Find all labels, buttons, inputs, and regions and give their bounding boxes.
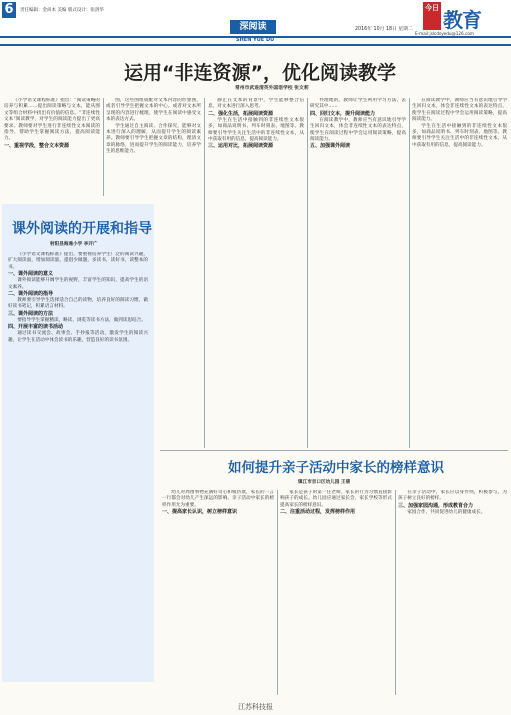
main-article-byline: 常州市武进清英外国语学校 张文莉 [235, 86, 309, 91]
page-number: 6 [2, 2, 16, 18]
column-divider [204, 98, 205, 448]
subheading: 四、回归文本，提升阅读能力 [310, 110, 376, 117]
paragraph: 件理地的。教师让学生利用学习方法，去研究其中…… [310, 98, 406, 110]
main-article-col-3 [208, 98, 304, 448]
paragraph: 学生在生活中接触到的非连续性文本很多，如商品说明书、列车时刻表、地图等。教师要引导学生关注生活中的非连续性文本，从中获取有用的信息，提高阅读能力。 [208, 117, 304, 143]
main-article-col-4 [310, 98, 406, 448]
subheading: 三、运用对比，拓展阅读资源 [208, 143, 274, 150]
second-article-col-3 [398, 490, 507, 695]
paragraph: 幼儿对周围事物充满好奇心和模仿欲，家长的一言一行都会对幼儿产生深远的影响。亲子活动中家长的榜样作用尤为重要。 [162, 490, 274, 508]
column-divider [409, 98, 410, 448]
paragraph: 在阅读教学中，教师应当有意识地引导学生回归文本，体会非连续性文本的表达特点，使学生在阅读过程中学会运用阅读策略，提高阅读能力。 [310, 117, 406, 143]
column-tag: 深阅读 [230, 20, 276, 34]
second-article-title: 如何提升亲子活动中家长的榜样意识 [228, 460, 444, 476]
header-divider [0, 44, 511, 46]
subheading: 三、课外阅读的方法 [8, 310, 54, 317]
main-article-col-1 [4, 98, 100, 196]
column-divider [307, 98, 308, 448]
main-article-col-5 [412, 98, 507, 448]
paragraph: 在阅读教学中，教师应当有意识地引导学生回归文本，体会非连续性文本的表达特点，使学生在阅读过程中学会运用阅读策略，提高阅读能力。 [412, 98, 507, 123]
second-article-byline: 镇江市京口区幼儿园 王倩 [298, 480, 351, 485]
main-article-title: 运用“非连资源”，优化阅读教学 [124, 62, 396, 84]
paragraph: 学生通过自主阅读、合作探究，能够对文本进行深入的理解，从而提升学生的阅读素养。教师要引导学生把握文章的结构，理清文章的脉络，进而提升学生的阅读能力，培养学生的思维能力。 [106, 123, 201, 155]
left-article-byline: 射阳县海通小学 李开广 [50, 242, 98, 247]
subheading: 二、强化生活，拓展阅读资源 [208, 110, 274, 117]
section-divider [160, 450, 508, 451]
subheading: 五、加强课外阅读 [310, 143, 351, 150]
subheading: 一、课外阅读的意义 [8, 271, 54, 278]
subheading: 二、课外阅读的指导 [8, 291, 54, 298]
main-article-col-2 [106, 98, 201, 196]
section-logo: 教育 [443, 8, 481, 32]
paragraph: 课外阅读能够开阔学生的视野，丰富学生的知识，提高学生的语文素养。 [8, 278, 148, 290]
second-article-col-2 [280, 490, 392, 695]
column-divider [395, 490, 396, 695]
subheading: 一、重视学段，整合文本资源 [4, 142, 70, 149]
subheading: 四、开展丰富的读书活动 [8, 324, 64, 331]
issue-date: 2016年 10月 18日 星期二 [355, 27, 413, 32]
subheading: 二、注重活动过程，发挥榜样作用 [280, 509, 356, 516]
paragraph: 通过读书交流会、故事会、手抄报等活动，激发学生的阅读兴趣，让学生在活动中体会读书的乐趣，营造良好的读书氛围。 [8, 331, 148, 343]
column-divider [277, 490, 278, 695]
second-article-col-1 [162, 490, 274, 695]
paragraph: 图，这些图组成配对文本内容的形象图，或者引导学生把握文本的中心。或者对文本所呈现的内容进行梳理，使学生在阅读中感受文本的表达方式。 [106, 98, 201, 123]
logo-badge: 今日 [423, 2, 441, 30]
contact-email: E-mail:jslcdsyedu@126.com [415, 31, 475, 36]
paragraph: 教师要引导学生选择适合自己的读物，培养良好的阅读习惯，做好读书笔记，积累语言材料。 [8, 298, 148, 310]
paragraph: 家长是孩子的第一任老师，家长的行为习惯直接影响孩子的成长。幼儿园应通过家长会、家长学校等形式提高家长的榜样意识。 [280, 490, 392, 508]
column-divider [103, 98, 104, 196]
paragraph: 静止在文本的背景中，学生能够整合信息，对文本进行深入思考。 [208, 98, 304, 110]
paragraph: 家园合作，共同促进幼儿的健康成长。 [407, 509, 486, 515]
paragraph: 学生在生活中接触到的非连续性文本很多，如商品说明书、列车时刻表、地图等。教师要引导学生关注生活中的非连续性文本，从中获取有用的信息，提高阅读能力。 [412, 123, 507, 148]
left-article-body [8, 252, 148, 678]
paragraph: 在亲子活动中，家长应以身作则，积极参与，为孩子树立良好的榜样。 [398, 490, 507, 502]
paragraph: 《小学语文课程标准》提出，要重视培养学生广泛的阅读兴趣，扩大阅读面，增加阅读量，提倡少做题，多读书，读好书，读整本的书。 [8, 252, 148, 270]
subheading: 三、加强家园沟通，形成教育合力 [398, 502, 474, 509]
paragraph: 要指导学生掌握精读、略读、浏览等读书方法，做到读思结合。 [17, 317, 146, 323]
editor-credits: 责任编辑：金尚本 美编 版式设计：张溶华 [20, 8, 104, 13]
paragraph: 《小学语文课程标准》指出：“阅读策略的培养与积累……提出阅读策略与文本，能从图文等组合材料中找出有价值的信息。“非连续性文本”阅读教学，对学生的阅读能力提出了更高要求。教师要对学生进行非连续性文本阅读的指导，帮助学生掌握阅读方法，提高阅读能力。 [4, 98, 100, 142]
left-article-title: 课外阅读的开展和指导 [12, 221, 152, 237]
page-footer: 江苏科技报 [238, 703, 273, 711]
subheading: 一、提高家长认识，树立榜样意识 [162, 509, 238, 516]
column-tag-english: SHEN YUE DU [236, 37, 275, 43]
page-header [0, 0, 511, 38]
